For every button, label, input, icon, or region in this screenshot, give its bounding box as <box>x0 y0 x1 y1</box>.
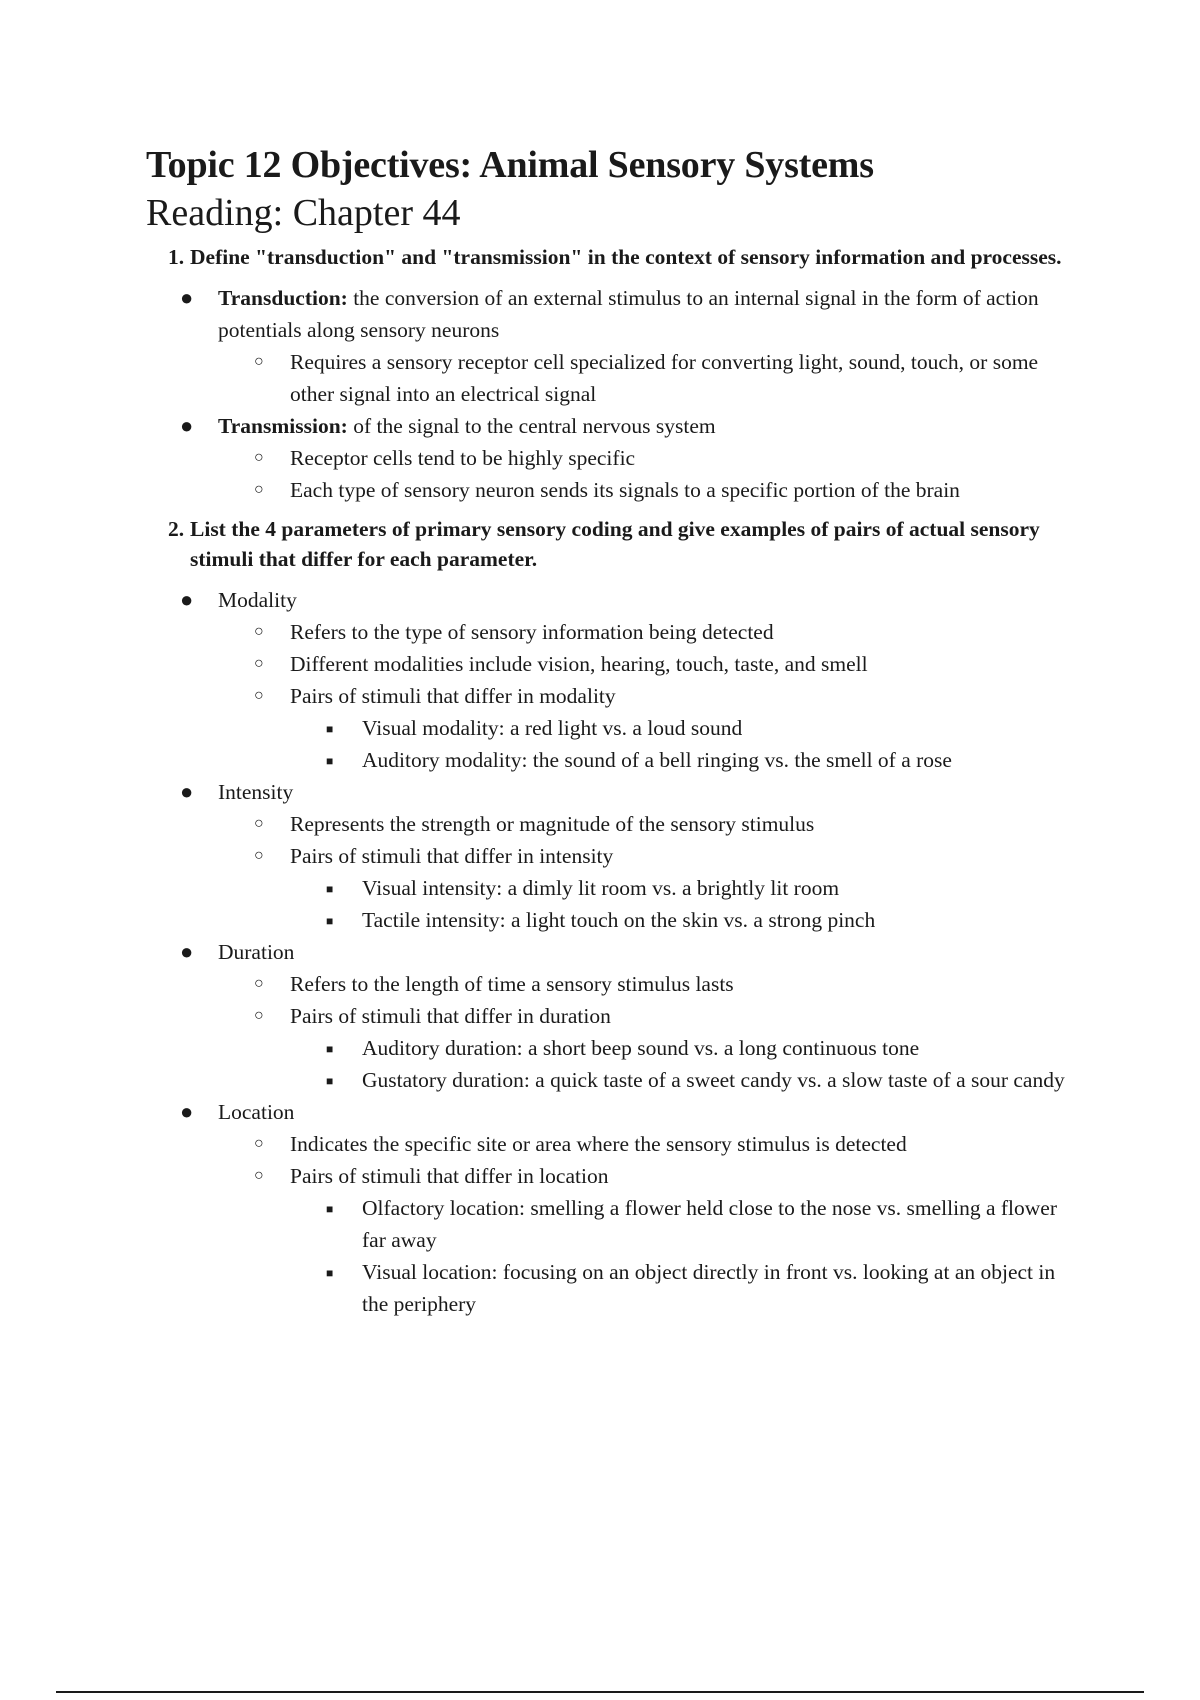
list-item <box>146 744 1086 776</box>
list-item-text: Pairs of stimuli that differ in modality <box>290 684 616 708</box>
list-item <box>146 1064 1086 1096</box>
document-page <box>146 142 1086 1320</box>
list-item <box>146 872 1086 904</box>
bullet-disc-icon: ● <box>180 1099 194 1124</box>
bullet-disc-icon: ● <box>180 587 194 612</box>
bullet-circle-icon: ○ <box>254 1007 264 1024</box>
example-text: Visual modality: a red light vs. a loud sound <box>362 716 743 740</box>
list-item-text: Indicates the specific site or area where the sensory stimulus is detected <box>290 1132 907 1156</box>
bullet-circle-icon: ○ <box>254 975 264 992</box>
list-item-text: Pairs of stimuli that differ in duration <box>290 1004 611 1028</box>
objective-number: 2. <box>168 517 185 541</box>
bullet-square-icon: ■ <box>326 1202 334 1216</box>
list-item-text: Receptor cells tend to be highly specific <box>290 446 636 470</box>
list-item <box>146 1032 1086 1064</box>
parameter-label: Duration <box>218 940 295 964</box>
list-item <box>146 968 1086 1000</box>
list-item-duration <box>146 936 1086 968</box>
parameter-label: Intensity <box>218 780 294 804</box>
list-item <box>146 1160 1086 1192</box>
list-item-text: Refers to the type of sensory information being detected <box>290 620 774 644</box>
bullet-circle-icon: ○ <box>254 815 264 832</box>
bullet-circle-icon: ○ <box>254 1135 264 1152</box>
bullet-disc-icon: ● <box>180 285 194 310</box>
list-item <box>146 346 1086 410</box>
transmission-definition: of the signal to the central nervous system <box>347 414 716 438</box>
bullet-circle-icon: ○ <box>254 449 264 466</box>
term-transmission: Transmission: <box>218 414 348 438</box>
bullet-disc-icon: ● <box>180 779 194 804</box>
bullet-circle-icon: ○ <box>254 353 264 370</box>
list-item-text: Each type of sensory neuron sends its signals to a specific portion of the brain <box>290 478 960 502</box>
list-item <box>146 712 1086 744</box>
bullet-circle-icon: ○ <box>254 655 264 672</box>
objective-number: 1. <box>168 245 185 269</box>
bullet-square-icon: ■ <box>326 722 334 736</box>
list-item <box>146 840 1086 872</box>
example-text: Visual intensity: a dimly lit room vs. a brightly lit room <box>362 876 840 900</box>
list-item <box>146 442 1086 474</box>
example-text: Visual location: focusing on an object directly in front vs. looking at an object in the periphery <box>362 1260 1056 1316</box>
example-text: Tactile intensity: a light touch on the skin vs. a strong pinch <box>362 908 876 932</box>
list-item-text: Represents the strength or magnitude of the sensory stimulus <box>290 812 815 836</box>
bullet-square-icon: ■ <box>326 1074 334 1088</box>
bullet-square-icon: ■ <box>326 914 334 928</box>
list-item <box>146 474 1086 506</box>
bullet-square-icon: ■ <box>326 754 334 768</box>
list-item <box>146 808 1086 840</box>
parameter-label: Modality <box>218 588 297 612</box>
list-item <box>146 1256 1086 1320</box>
example-text: Gustatory duration: a quick taste of a sweet candy vs. a slow taste of a sour candy <box>362 1068 1065 1092</box>
document-title: Topic 12 Objectives: Animal Sensory Systems <box>146 144 874 186</box>
list-item <box>146 680 1086 712</box>
list-item-modality <box>146 584 1086 616</box>
example-text: Olfactory location: smelling a flower held close to the nose vs. smelling a flower far away <box>362 1196 1057 1252</box>
objective-2-heading <box>168 514 1086 574</box>
bullet-circle-icon: ○ <box>254 1167 264 1184</box>
parameter-label: Location <box>218 1100 295 1124</box>
bullet-square-icon: ■ <box>326 1042 334 1056</box>
list-item <box>146 1000 1086 1032</box>
example-text: Auditory modality: the sound of a bell ringing vs. the smell of a rose <box>362 748 952 772</box>
list-item <box>146 904 1086 936</box>
objective-1-heading <box>168 242 1086 272</box>
term-transduction: Transduction: <box>218 286 348 310</box>
list-item-text: Pairs of stimuli that differ in location <box>290 1164 609 1188</box>
bullet-square-icon: ■ <box>326 1266 334 1280</box>
bullet-circle-icon: ○ <box>254 481 264 498</box>
list-item-text: Pairs of stimuli that differ in intensity <box>290 844 614 868</box>
objective-text: List the 4 parameters of primary sensory coding and give examples of pairs of actual sensory stimuli that differ for each parameter. <box>190 517 1040 571</box>
list-item <box>146 1192 1086 1256</box>
objective-text: Define "transduction" and "transmission" in the context of sensory information and processes. <box>190 245 1062 269</box>
example-text: Auditory duration: a short beep sound vs. a long continuous tone <box>362 1036 920 1060</box>
bullet-disc-icon: ● <box>180 939 194 964</box>
footer-divider <box>56 1691 1144 1693</box>
list-item-transmission <box>146 410 1086 442</box>
list-item-text: Requires a sensory receptor cell specialized for converting light, sound, touch, or some other signal into an electrical signal <box>290 350 1039 406</box>
list-item <box>146 616 1086 648</box>
bullet-circle-icon: ○ <box>254 623 264 640</box>
list-item <box>146 648 1086 680</box>
bullet-disc-icon: ● <box>180 413 194 438</box>
transduction-definition: the conversion of an external stimulus to an internal signal in the form of action potentials along sensory neurons <box>218 286 1039 342</box>
list-item-text: Different modalities include vision, hearing, touch, taste, and smell <box>290 652 868 676</box>
reading-assignment: Reading: Chapter 44 <box>146 192 461 234</box>
list-item-location <box>146 1096 1086 1128</box>
bullet-circle-icon: ○ <box>254 687 264 704</box>
list-item <box>146 1128 1086 1160</box>
list-item-intensity <box>146 776 1086 808</box>
list-item-text: Refers to the length of time a sensory stimulus lasts <box>290 972 734 996</box>
bullet-circle-icon: ○ <box>254 847 264 864</box>
list-item-transduction <box>146 282 1086 346</box>
bullet-square-icon: ■ <box>326 882 334 896</box>
